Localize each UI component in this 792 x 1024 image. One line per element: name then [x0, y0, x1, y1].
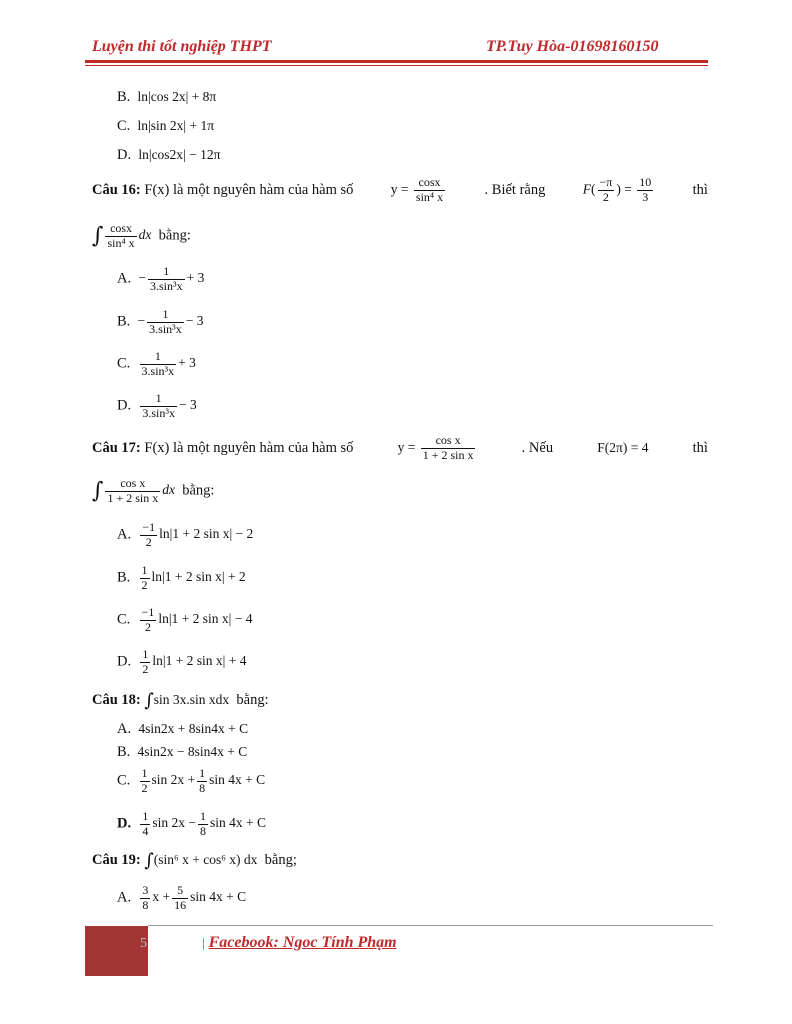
footer-facebook[interactable]: | Facebook: Ngoc Tính Phạm	[202, 934, 397, 951]
q16-option-a: A. − $\frac{1}{\text{3.sin³x}}$ + 3	[117, 264, 205, 293]
q17-option-c: C. $\frac{-1}{2}$ ln|1 + 2 sin x| − 4	[117, 605, 253, 634]
header-title: Luyện thi tốt nghiệp THPT	[92, 38, 272, 55]
q18-option-b: B. 4sin2x − 8sin4x + C	[117, 744, 248, 760]
q18-option-d: D. $\frac{1}{4}$ sin 2x − $\frac{1}{8}$ sin 4x + C	[117, 809, 266, 838]
footer-rule	[148, 925, 713, 926]
page-number: 5	[140, 936, 147, 951]
q19-option-a: A. $\frac{3}{8}$ x + $\frac{5}{16}$ sin 4x + C	[117, 883, 247, 912]
q16-option-c: C. $\frac{1}{\text{3.sin³x}}$ + 3	[117, 349, 196, 378]
q16-option-b: B. − $\frac{1}{\text{3.sin³x}}$ − 3	[117, 307, 204, 336]
q17-option-d: D. $\frac{1}{2}$ ln|1 + 2 sin x| + 4	[117, 647, 247, 676]
question-18: Câu 18: ∫sin 3x.sin xdx bằng:	[92, 690, 269, 711]
question-17: Câu 17: F(x) là một nguyên hàm của hàm số y = $\frac{\text{cos x}}{\text{1 + 2 sin x}}$ . Nếu F(2π) = 4 thì	[92, 433, 708, 462]
question-17-integral: ∫ $\frac{\text{cos x}}{\text{1 + 2 sin x}}$ dx bằng:	[92, 476, 215, 505]
q17-option-b: B. $\frac{1}{2}$ ln|1 + 2 sin x| + 2	[117, 563, 246, 592]
header-rule	[85, 60, 708, 63]
header-contact: TP.Tuy Hòa-01698160150	[486, 38, 659, 55]
question-16: Câu 16: F(x) là một nguyên hàm của hàm số y = $\frac{\cos x}{\text{sin⁴ x}}$ . Biết rằng F( $\frac{-\pi}{2}$ ) = $\frac{10}{3}$ thì	[92, 175, 708, 204]
q18-option-c: C. $\frac{1}{2}$ sin 2x + $\frac{1}{8}$ sin 4x + C	[117, 766, 266, 795]
q16-option-d: D. $\frac{1}{\text{3.sin³x}}$ − 3	[117, 391, 197, 420]
option-b: B. ln|cos 2x| + 8π	[117, 89, 217, 105]
q18-option-a: A. 4sin2x + 8sin4x + C	[117, 721, 249, 737]
footer-page-block	[85, 926, 148, 976]
q17-option-a: A. $\frac{-1}{2}$ ln|1 + 2 sin x| − 2	[117, 520, 254, 549]
question-16-integral: ∫ $\frac{\cos x}{\text{sin⁴ x}}$ dx bằng:	[92, 221, 191, 250]
question-19: Câu 19: ∫(sin⁶ x + cos⁶ x) dx bằng;	[92, 850, 297, 871]
header-rule-thin	[85, 65, 708, 66]
option-d: D. ln|cos2x| − 12π	[117, 147, 221, 163]
option-c: C. ln|sin 2x| + 1π	[117, 118, 215, 134]
